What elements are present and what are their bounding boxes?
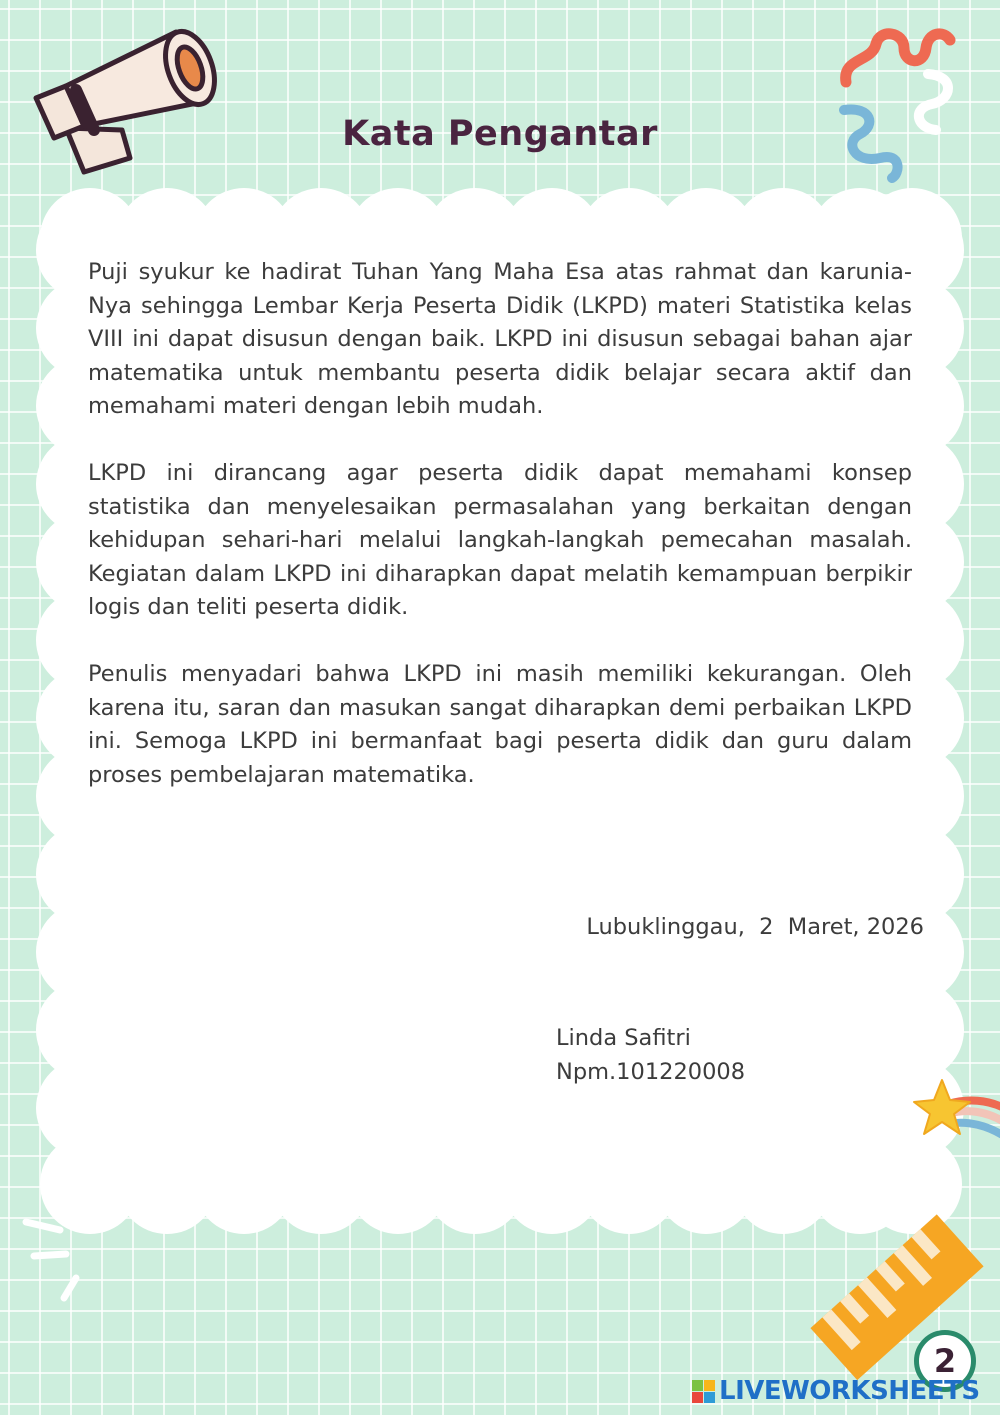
watermark[interactable] (692, 1374, 980, 1408)
squiggle-decoration (832, 18, 972, 188)
watermark-logo-icon (692, 1380, 715, 1403)
signature-name: Linda Safitri (556, 1025, 691, 1051)
signature-npm: Npm.101220008 (556, 1059, 746, 1085)
paragraph: Puji syukur ke hadirat Tuhan Yang Maha Esa atas rahmat dan karunia-Nya sehingga Lembar Kerja Peserta Didik (LKPD) materi Statistika kelas VIII ini dapat disusun dengan baik. LKPD ini disusun sebagai bahan ajar matematika untuk membantu peserta didik belajar secara aktif dan memahami materi dengan lebih mudah. (88, 259, 912, 420)
paragraph: LKPD ini dirancang agar peserta didik dapat memahami konsep statistika dan menyelesaikan permasalahan yang berkaitan dengan kehidupan sehari-hari melalui langkah-langkah pemecahan masalah. Kegiatan dalam LKPD ini diharapkan dapat melatih kemampuan berpikir logis dan teliti peserta didik. (88, 459, 912, 621)
page-number: 2 (933, 1342, 957, 1380)
signature-block (556, 1021, 745, 1089)
page-title: Kata Pengantar (342, 114, 658, 154)
date-line: Lubuklinggau, 2 Maret, 2026 (586, 914, 924, 940)
star-icon (908, 1074, 1000, 1164)
sparkle-lines-decoration (20, 1216, 100, 1316)
paragraph: Penulis menyadari bahwa LKPD ini masih memiliki kekurangan. Oleh karena itu, saran dan masukan sangat diharapkan demi perbaikan LKPD ini. Semoga LKPD ini bermanfaat bagi peserta didik dan guru dalam proses pembelajaran matematika. (88, 660, 912, 788)
megaphone-icon (26, 10, 216, 180)
watermark-text: LIVEWORKSHEETS (719, 1376, 980, 1406)
body-text (88, 256, 912, 825)
